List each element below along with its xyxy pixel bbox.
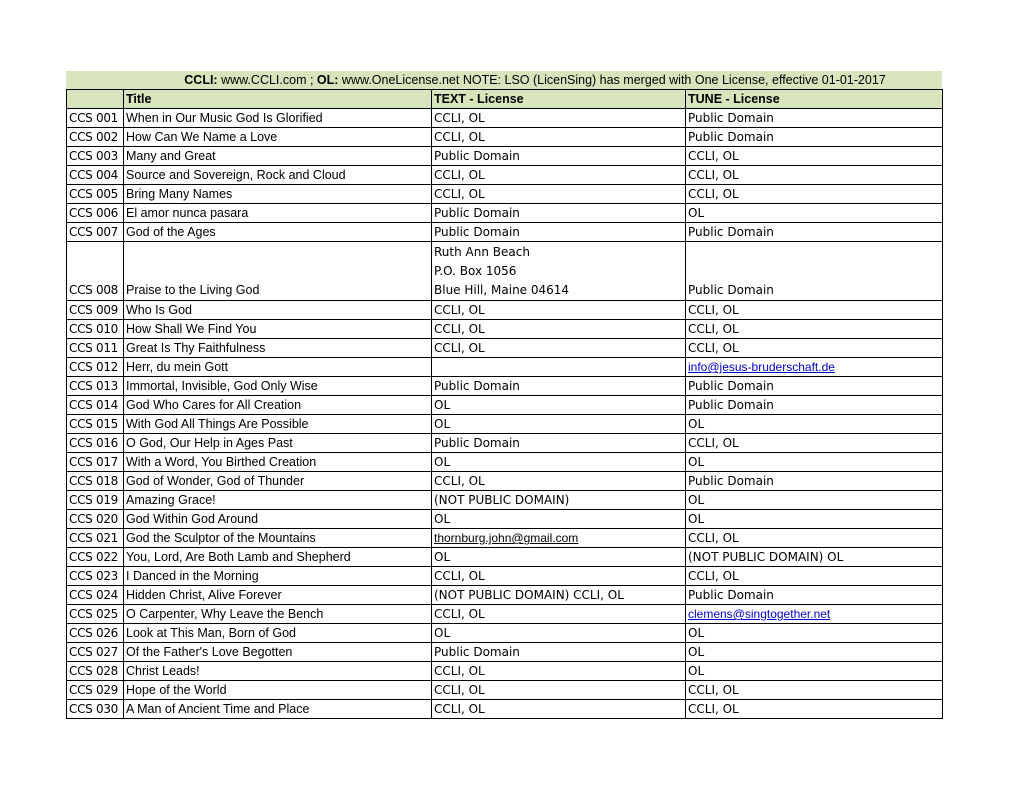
song-title: El amor nunca pasara [124, 204, 432, 223]
text-license: Public Domain [432, 204, 686, 223]
text-license: CCLI, OL [432, 567, 686, 586]
text-license: Public Domain [432, 147, 686, 166]
song-title: Immortal, Invisible, God Only Wise [124, 377, 432, 396]
song-id: CCS 006 [67, 204, 124, 223]
table-row [67, 242, 943, 301]
song-title: God Within God Around [124, 510, 432, 529]
header-row [67, 90, 943, 109]
tune-license: CCLI, OL [686, 339, 943, 358]
text-license-email-link[interactable]: thornburg.john@gmail.com [434, 531, 579, 545]
text-license [432, 358, 686, 377]
song-title: How Can We Name a Love [124, 128, 432, 147]
table-row [67, 586, 943, 605]
tune-license: OL [686, 624, 943, 643]
tune-license: CCLI, OL [686, 301, 943, 320]
table-row [67, 185, 943, 204]
song-id: CCS 021 [67, 529, 124, 548]
song-title: Who Is God [124, 301, 432, 320]
tune-license: CCLI, OL [686, 700, 943, 719]
song-title: How Shall We Find You [124, 320, 432, 339]
text-license: (NOT PUBLIC DOMAIN) [432, 491, 686, 510]
table-row [67, 453, 943, 472]
song-id: CCS 013 [67, 377, 124, 396]
tune-license-email-link[interactable]: clemens@singtogether.net [688, 607, 831, 621]
tune-license: Public Domain [686, 377, 943, 396]
song-id: CCS 002 [67, 128, 124, 147]
song-title: With God All Things Are Possible [124, 415, 432, 434]
license-note-banner [66, 71, 942, 89]
song-title: When in Our Music God Is Glorified [124, 109, 432, 128]
tune-license: Public Domain [686, 223, 943, 242]
song-id: CCS 010 [67, 320, 124, 339]
text-license: CCLI, OL [432, 128, 686, 147]
song-id: CCS 026 [67, 624, 124, 643]
table-row [67, 510, 943, 529]
song-title: Herr, du mein Gott [124, 358, 432, 377]
table-row [67, 204, 943, 223]
table-row [67, 643, 943, 662]
tune-license: OL [686, 453, 943, 472]
tune-license: (NOT PUBLIC DOMAIN) OL [686, 548, 943, 567]
address-line: Ruth Ann Beach [434, 245, 530, 259]
text-license: CCLI, OL [432, 301, 686, 320]
table-row [67, 109, 943, 128]
song-title: Source and Sovereign, Rock and Cloud [124, 166, 432, 185]
header-title: Title [124, 90, 432, 109]
table-row [67, 624, 943, 643]
text-license: CCLI, OL [432, 472, 686, 491]
song-title: You, Lord, Are Both Lamb and Shepherd [124, 548, 432, 567]
song-title: God the Sculptor of the Mountains [124, 529, 432, 548]
song-id: CCS 030 [67, 700, 124, 719]
text-license [432, 529, 686, 548]
text-license: OL [432, 396, 686, 415]
header-tune-license: TUNE - License [686, 90, 943, 109]
song-title: Hidden Christ, Alive Forever [124, 586, 432, 605]
table-row [67, 548, 943, 567]
song-id: CCS 019 [67, 491, 124, 510]
song-id: CCS 007 [67, 223, 124, 242]
table-row [67, 358, 943, 377]
table-row [67, 223, 943, 242]
text-license: CCLI, OL [432, 339, 686, 358]
text-license: OL [432, 548, 686, 567]
table-row [67, 605, 943, 624]
song-title: Praise to the Living God [124, 242, 432, 301]
song-id: CCS 012 [67, 358, 124, 377]
license-sheet [66, 71, 942, 719]
tune-license [686, 358, 943, 377]
text-license: CCLI, OL [432, 109, 686, 128]
table-row [67, 567, 943, 586]
table-row [67, 662, 943, 681]
table-row [67, 415, 943, 434]
text-license: CCLI, OL [432, 681, 686, 700]
song-title: A Man of Ancient Time and Place [124, 700, 432, 719]
table-row [67, 339, 943, 358]
song-title: O Carpenter, Why Leave the Bench [124, 605, 432, 624]
ol-label: OL: [316, 73, 339, 87]
license-table [66, 89, 943, 719]
song-id: CCS 008 [67, 242, 124, 301]
tune-license: CCLI, OL [686, 166, 943, 185]
song-id: CCS 011 [67, 339, 124, 358]
song-id: CCS 005 [67, 185, 124, 204]
text-license: Public Domain [432, 643, 686, 662]
tune-license: CCLI, OL [686, 567, 943, 586]
song-id: CCS 028 [67, 662, 124, 681]
table-row [67, 301, 943, 320]
text-license: OL [432, 510, 686, 529]
tune-license: CCLI, OL [686, 529, 943, 548]
tune-license: Public Domain [686, 586, 943, 605]
song-id: CCS 029 [67, 681, 124, 700]
tune-license: Public Domain [686, 109, 943, 128]
song-title: Christ Leads! [124, 662, 432, 681]
song-id: CCS 015 [67, 415, 124, 434]
ol-url-note: www.OneLicense.net NOTE: LSO (LicenSing) has merged with One License, effective 01-01-2017 [338, 73, 886, 87]
tune-license: OL [686, 643, 943, 662]
text-license: (NOT PUBLIC DOMAIN) CCLI, OL [432, 586, 686, 605]
table-row [67, 166, 943, 185]
tune-license: OL [686, 204, 943, 223]
song-title: God of Wonder, God of Thunder [124, 472, 432, 491]
table-row [67, 128, 943, 147]
tune-license: OL [686, 415, 943, 434]
song-id: CCS 025 [67, 605, 124, 624]
tune-license: CCLI, OL [686, 434, 943, 453]
text-license: Public Domain [432, 223, 686, 242]
ccli-label: CCLI: [184, 73, 218, 87]
text-license [432, 242, 686, 301]
song-title: Amazing Grace! [124, 491, 432, 510]
song-id: CCS 017 [67, 453, 124, 472]
song-id: CCS 024 [67, 586, 124, 605]
tune-license: OL [686, 491, 943, 510]
text-license: Public Domain [432, 434, 686, 453]
song-title: Hope of the World [124, 681, 432, 700]
song-title: I Danced in the Morning [124, 567, 432, 586]
song-id: CCS 027 [67, 643, 124, 662]
song-title: Of the Father's Love Begotten [124, 643, 432, 662]
table-row [67, 700, 943, 719]
song-title: With a Word, You Birthed Creation [124, 453, 432, 472]
song-title: Many and Great [124, 147, 432, 166]
tune-license: Public Domain [686, 242, 943, 301]
text-license: OL [432, 453, 686, 472]
song-title: Look at This Man, Born of God [124, 624, 432, 643]
song-title: O God, Our Help in Ages Past [124, 434, 432, 453]
table-row [67, 396, 943, 415]
table-row [67, 434, 943, 453]
table-row [67, 377, 943, 396]
header-text-license: TEXT - License [432, 90, 686, 109]
song-id: CCS 014 [67, 396, 124, 415]
text-license: OL [432, 415, 686, 434]
tune-license: OL [686, 510, 943, 529]
song-id: CCS 016 [67, 434, 124, 453]
table-row [67, 529, 943, 548]
table-row [67, 147, 943, 166]
table-body [67, 109, 943, 719]
text-license: CCLI, OL [432, 662, 686, 681]
text-license: CCLI, OL [432, 320, 686, 339]
tune-license: CCLI, OL [686, 681, 943, 700]
song-id: CCS 018 [67, 472, 124, 491]
tune-license: CCLI, OL [686, 147, 943, 166]
header-id [67, 90, 124, 109]
song-id: CCS 009 [67, 301, 124, 320]
song-title: God Who Cares for All Creation [124, 396, 432, 415]
tune-license: Public Domain [686, 472, 943, 491]
ccli-url: www.CCLI.com ; [217, 73, 317, 87]
address-line: P.O. Box 1056 [434, 264, 517, 278]
song-id: CCS 020 [67, 510, 124, 529]
table-row [67, 491, 943, 510]
tune-license: Public Domain [686, 396, 943, 415]
text-license: CCLI, OL [432, 605, 686, 624]
song-id: CCS 023 [67, 567, 124, 586]
address-line: Blue Hill, Maine 04614 [434, 283, 570, 297]
table-row [67, 472, 943, 491]
tune-license: Public Domain [686, 128, 943, 147]
text-license: Public Domain [432, 377, 686, 396]
song-title: Great Is Thy Faithfulness [124, 339, 432, 358]
song-id: CCS 004 [67, 166, 124, 185]
song-title: God of the Ages [124, 223, 432, 242]
song-id: CCS 003 [67, 147, 124, 166]
text-license: CCLI, OL [432, 700, 686, 719]
song-id: CCS 001 [67, 109, 124, 128]
tune-license-email-link[interactable]: info@jesus-bruderschaft.de [688, 360, 835, 374]
tune-license: CCLI, OL [686, 185, 943, 204]
tune-license: CCLI, OL [686, 320, 943, 339]
tune-license: OL [686, 662, 943, 681]
text-license: OL [432, 624, 686, 643]
table-row [67, 320, 943, 339]
tune-license [686, 605, 943, 624]
text-license: CCLI, OL [432, 166, 686, 185]
song-title: Bring Many Names [124, 185, 432, 204]
table-row [67, 681, 943, 700]
text-license: CCLI, OL [432, 185, 686, 204]
song-id: CCS 022 [67, 548, 124, 567]
